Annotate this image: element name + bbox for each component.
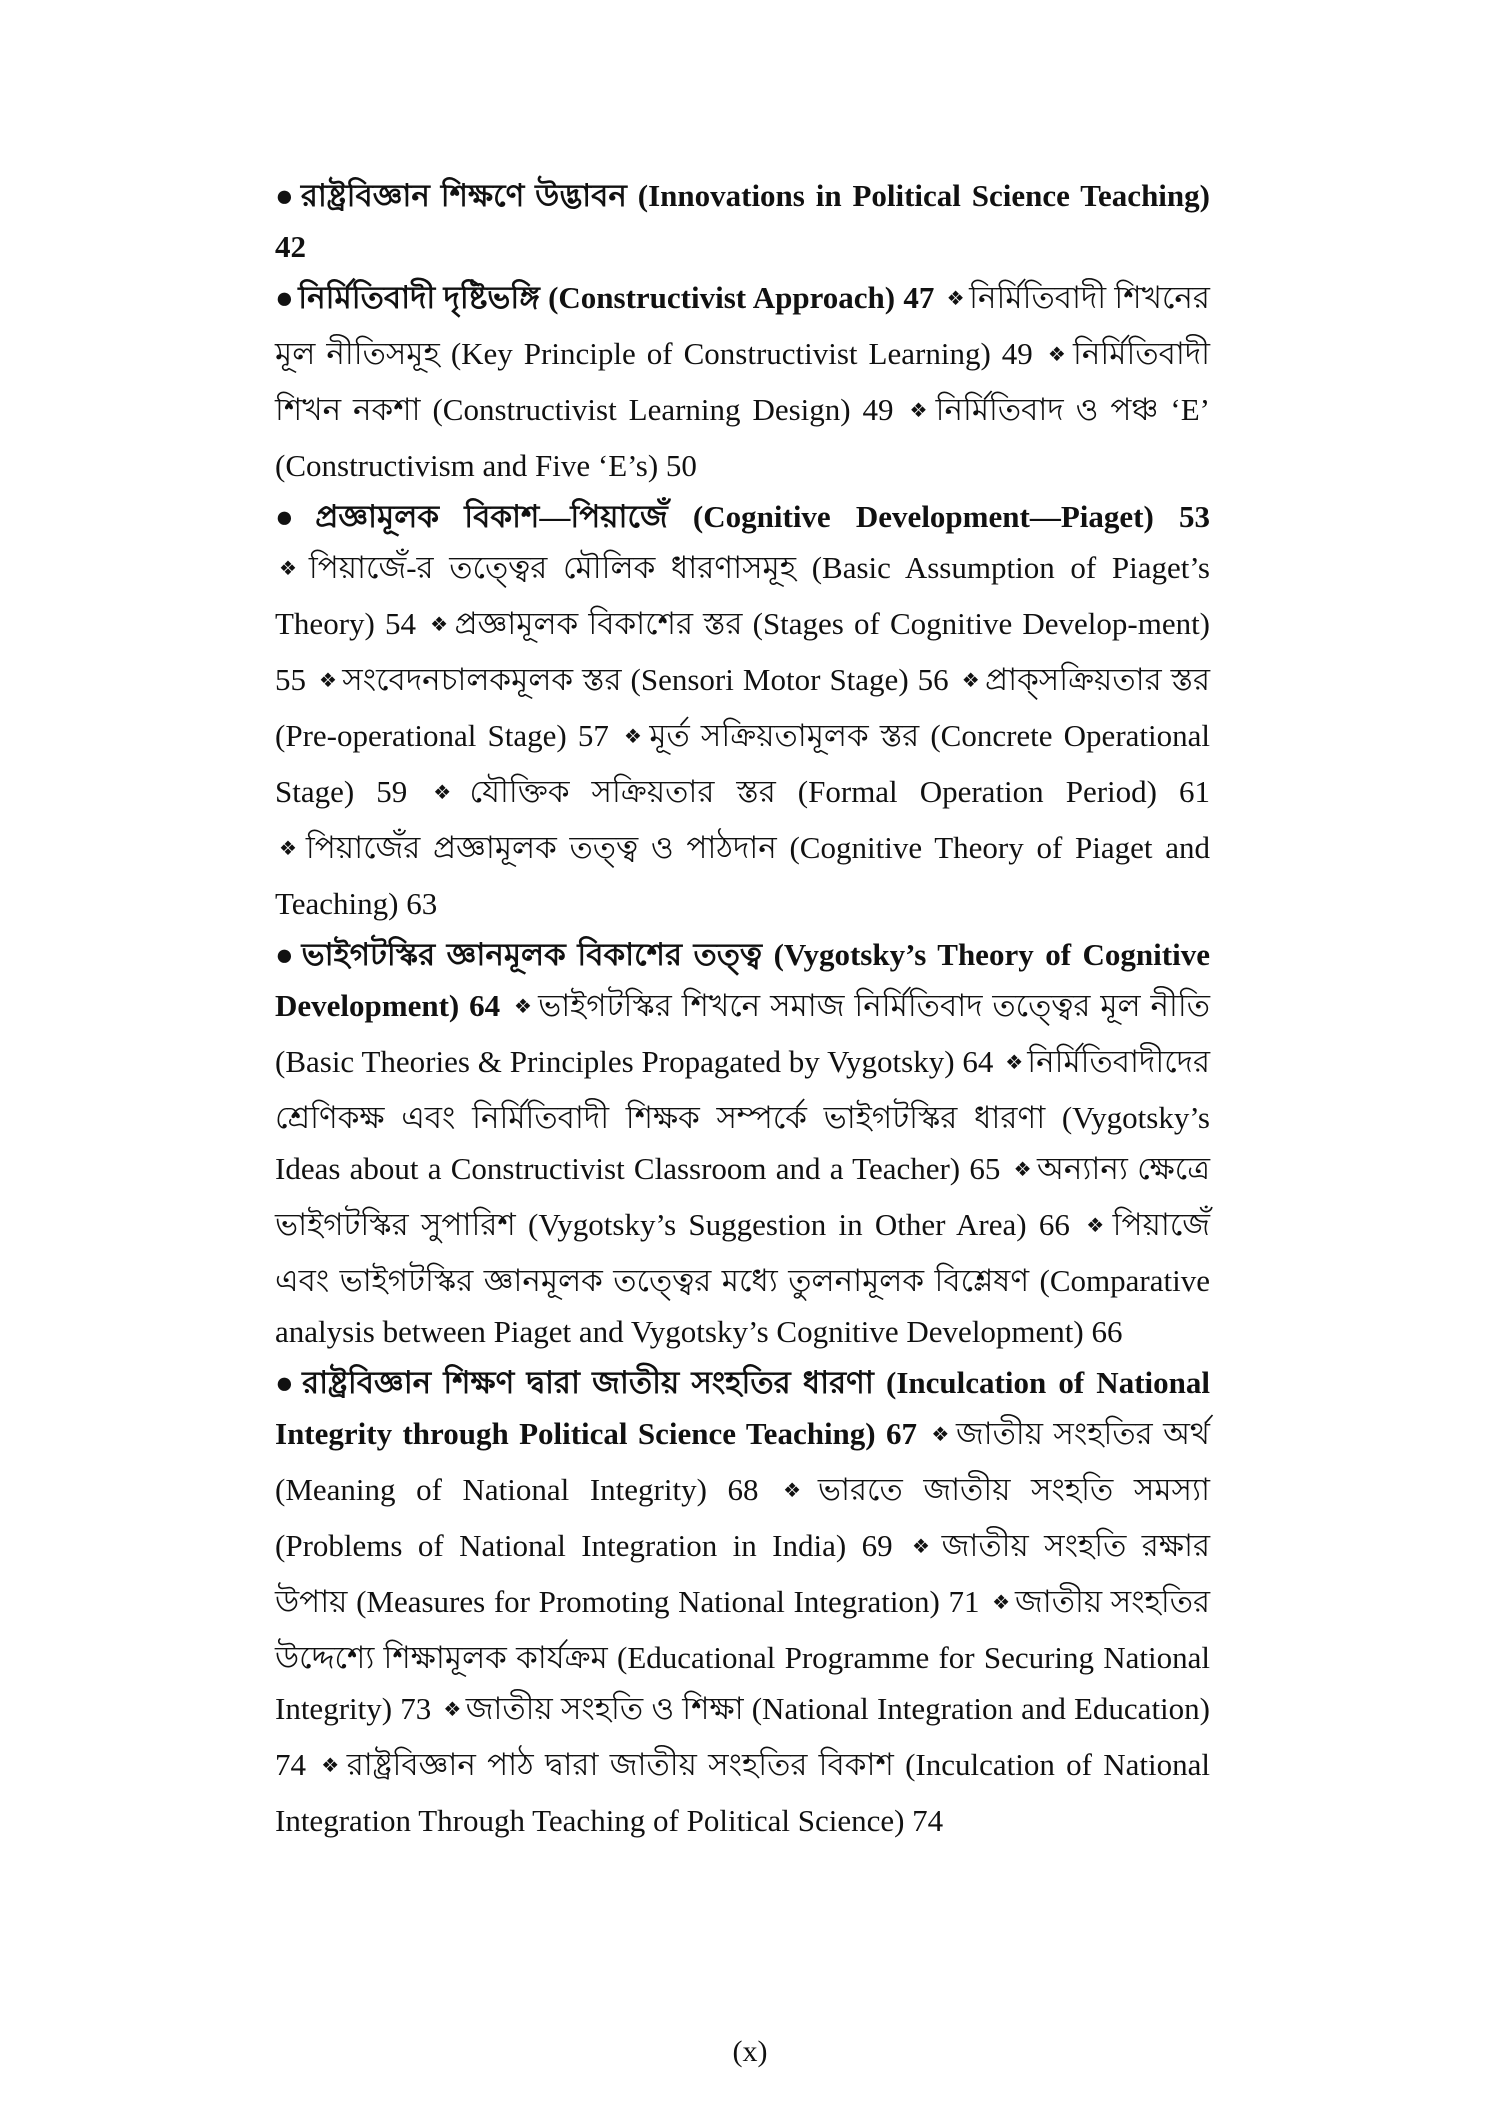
diamond-separator-icon: ❖ <box>514 996 535 1018</box>
section-heading: প্রজ্ঞামূলক বিকাশ—পিয়াজেঁ (Cognitive Development—Piaget) 53 <box>315 499 1210 534</box>
bullet-icon: ● <box>275 937 298 972</box>
sub-entry: প্রাক্‌সক্রিয়তার স্তর (Pre-operational Stage) 57 <box>275 662 1211 753</box>
sub-entry: পিয়াজেঁর প্রজ্ঞামূলক তত্ত্ব ও পাঠদান (Cognitive Theory of Piaget and Teaching) 63 <box>275 830 1210 921</box>
diamond-separator-icon: ❖ <box>443 1699 462 1721</box>
diamond-separator-icon: ❖ <box>1086 1215 1109 1237</box>
sub-entry: পিয়াজেঁ এবং ভাইগটস্কির জ্ঞানমূলক তত্ত্বের মধ্যে তুলনামূলক বিশ্লেষণ (Comparative analysis between Piaget and Vygotsky’s Cognitive Development) 66 <box>275 1207 1211 1349</box>
diamond-separator-icon: ❖ <box>946 288 966 310</box>
diamond-separator-icon: ❖ <box>909 400 932 422</box>
diamond-separator-icon: ❖ <box>279 838 302 860</box>
sub-entry: জাতীয় সংহতি রক্ষার উপায় (Measures for Promoting National Integration) 71 <box>275 1528 1211 1619</box>
page-number: (x) <box>732 2035 768 2068</box>
sub-entry: পিয়াজেঁ-র তত্ত্বের মৌলিক ধারণাসমূহ (Basic Assumption of Piaget’s Theory) 54 <box>275 550 1210 641</box>
diamond-separator-icon: ❖ <box>321 1755 343 1777</box>
sub-entry: ভারতে জাতীয় সংহতি সমস্যা (Problems of National Integration in India) 69 <box>275 1472 1211 1563</box>
bullet-icon: ● <box>275 499 312 534</box>
section-heading: ভাইগটস্কির জ্ঞানমূলক বিকাশের তত্ত্ব (Vygotsky’s Theory of Cognitive Development) 64 <box>275 937 1210 1023</box>
sub-entry: সংবেদনচালকমূলক স্তর (Sensori Motor Stage) 56 <box>342 662 949 697</box>
sub-entry: অন্যান্য ক্ষেত্রে ভাইগটস্কির সুপারিশ (Vygotsky’s Suggestion in Other Area) 66 <box>275 1151 1211 1242</box>
sub-entry: নির্মিতিবাদীদের শ্রেণিকক্ষ এবং নির্মিতিবাদী শিক্ষক সম্পর্কে ভাইগটস্কির ধারণা (Vygotsky’s Ideas about a Constructivist Classroom and a Teacher) 65 <box>275 1044 1210 1186</box>
sub-entry: নির্মিতিবাদ ও পঞ্চ ‘E’ (Constructivism and Five ‘E’s) 50 <box>275 392 1210 483</box>
bullet-icon: ● <box>275 1365 299 1400</box>
section-national-integrity <box>275 1357 1210 1846</box>
section-heading: নির্মিতিবাদী দৃষ্টিভঙ্গি (Constructivist Approach) 47 <box>298 280 935 315</box>
section-heading: রাষ্ট্রবিজ্ঞান শিক্ষণে উদ্ভাবন (Innovations in Political Science Teaching) 42 <box>275 178 1210 264</box>
diamond-separator-icon: ❖ <box>319 670 339 692</box>
diamond-separator-icon: ❖ <box>992 1592 1011 1614</box>
diamond-separator-icon: ❖ <box>1013 1159 1034 1181</box>
sub-entry: রাষ্ট্রবিজ্ঞান পাঠ দ্বারা জাতীয় সংহতির বিকাশ (Inculcation of National Integration Through Teaching of Political Science) 74 <box>275 1747 1210 1838</box>
sub-entry: প্রজ্ঞামূলক বিকাশের স্তর (Stages of Cognitive Develop-ment) 55 <box>275 606 1211 697</box>
diamond-separator-icon: ❖ <box>624 726 646 748</box>
diamond-separator-icon: ❖ <box>961 670 981 692</box>
section-heading: রাষ্ট্রবিজ্ঞান শিক্ষণ দ্বারা জাতীয় সংহতির ধারণা (Inculcation of National Integrity through Political Science Teaching) 67 <box>275 1365 1210 1451</box>
section-constructivist <box>275 272 1210 491</box>
section-innovations <box>275 170 1210 272</box>
sub-entry: জাতীয় সংহতি ও শিক্ষা (National Integration and Education) 74 <box>275 1691 1210 1782</box>
section-cognitive-piaget <box>275 491 1210 929</box>
diamond-separator-icon: ❖ <box>430 614 451 636</box>
diamond-separator-icon: ❖ <box>912 1536 938 1558</box>
diamond-separator-icon: ❖ <box>279 558 305 580</box>
diamond-separator-icon: ❖ <box>1047 344 1070 366</box>
sub-entry: নির্মিতিবাদী শিখন নকশা (Constructivist Learning Design) 49 <box>275 336 1211 427</box>
diamond-separator-icon: ❖ <box>1005 1052 1024 1074</box>
sub-entry: নির্মিতিবাদী শিখনের মূল নীতিসমূহ (Key Principle of Constructivist Learning) 49 <box>275 280 1210 371</box>
sub-entry: মূর্ত সক্রিয়তামূলক স্তর (Concrete Operational Stage) 59 <box>275 718 1210 809</box>
contents-page <box>275 170 1210 1846</box>
sub-entry: জাতীয় সংহতির অর্থ (Meaning of National Integrity) 68 <box>275 1416 1211 1507</box>
section-vygotsky <box>275 929 1210 1357</box>
bullet-icon: ● <box>275 178 297 213</box>
sub-entry: যৌক্তিক সক্রিয়তার স্তর (Formal Operation Period) 61 <box>469 774 1211 809</box>
sub-entry: ভাইগটস্কির শিখনে সমাজ নির্মিতিবাদ তত্ত্বের মূল নীতি (Basic Theories & Principles Propagated by Vygotsky) 64 <box>275 988 1211 1079</box>
sub-entry: জাতীয় সংহতির উদ্দেশ্যে শিক্ষামূলক কার্যক্রম (Educational Programme for Securing National Integrity) 73 <box>275 1584 1211 1726</box>
diamond-separator-icon: ❖ <box>783 1480 814 1502</box>
bullet-icon: ● <box>275 280 295 315</box>
diamond-separator-icon: ❖ <box>433 782 466 804</box>
diamond-separator-icon: ❖ <box>931 1424 952 1446</box>
